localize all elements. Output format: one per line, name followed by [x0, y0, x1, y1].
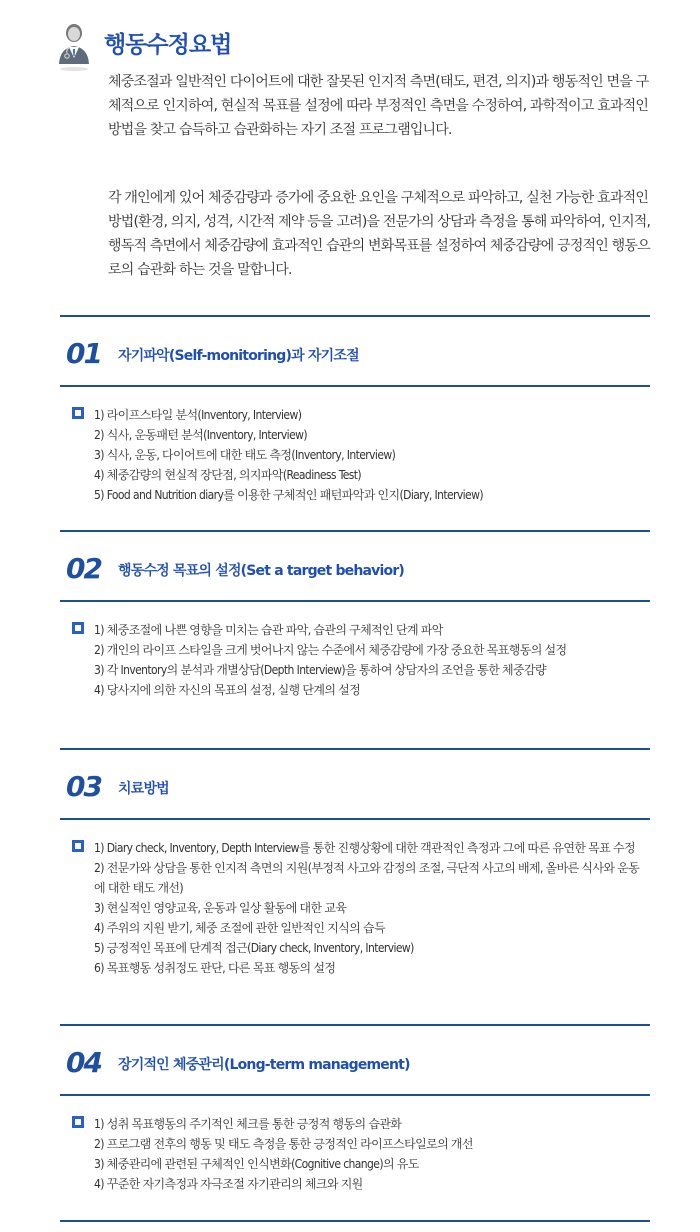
list-item: 1) Diary check, Inventory, Depth Interview를 통한 진행상황에 대한 객관적인 측정과 그에 따른 유연한 목표 수정 [94, 841, 635, 855]
list-item: 3) 체중관리에 관련된 구체적인 인식변화(Cognitive change)의 유도 [94, 1157, 419, 1171]
section-treatment [60, 748, 650, 975]
list-item: 1) 체중조절에 나쁜 영향을 미치는 습관 파악, 습관의 구체적인 단계 파악 [94, 623, 443, 637]
list-item: 2) 프로그램 전후의 행동 및 태도 측정을 통한 긍정적인 라이프스타일로의 개선 [94, 1137, 473, 1151]
section-number: 03 [66, 770, 101, 803]
section-number: 01 [66, 337, 101, 370]
item-list [94, 620, 650, 700]
list-item: 3) 각 Inventory의 분석과 개별상담(Depth Interview)을 통하여 상담자의 조언을 통한 체중감량 [94, 663, 547, 677]
section-title: 자기파악(Self-monitoring)과 자기조절 [118, 348, 359, 364]
intro-paragraph-2: 각 개인에게 있어 체중감량과 증가에 중요한 요인을 구체적으로 파악하고, 실천 가능한 효과적인 방법(환경, 의지, 성격, 시간적 제약 등을 고려)을 전문가의 상담과 측정을 통해 파악하여, 인지적, 행독적 측면에서 체중감량에 효과적인 습관의 변화목표를 설정하여 체중감량에 긍정적인 행동으로의 습관화 하는 것을 말합니다. [108, 190, 651, 278]
intro-paragraph-1: 체중조절과 일반적인 다이어트에 대한 잘못된 인지적 측면(태도, 편견, 의지)과 행동적인 면을 구체적으로 인지하여, 현실적 목표를 설정에 따라 부정적인 측면을 수정하여, 과학적이고 효과적인 방법을 찾고 습득하고 습관화하는 자기 조절 프로그램입니다. [108, 74, 649, 138]
list-item: 5) 긍정적인 목표에 단계적 접근(Diary check, Inventory, Interview) [94, 941, 414, 955]
section-header [60, 748, 650, 820]
list-item: 4) 꾸준한 자기측정과 자극조절 자기관리의 체크와 지원 [94, 1177, 363, 1191]
bullet-square-icon [72, 407, 84, 419]
item-list [94, 405, 650, 505]
section-header [60, 530, 650, 602]
list-item: 2) 개인의 라이프 스타일을 크게 벗어나지 않는 수준에서 체중감량에 가장 중요한 목표행동의 설정 [94, 643, 567, 657]
item-list [94, 1114, 650, 1194]
section-number: 04 [66, 1046, 101, 1079]
doctor-icon [56, 22, 92, 72]
bullet-square-icon [72, 622, 84, 634]
list-item: 3) 현실적인 영양교육, 운동과 일상 활동에 대한 교육 [94, 901, 347, 915]
list-item: 1) 라이프스타일 분석(Inventory, Interview) [94, 408, 302, 422]
section-self-monitoring [60, 315, 650, 502]
list-item: 2) 식사, 운동패턴 분석(Inventory, Interview) [94, 428, 307, 442]
list-item: 2) 전문가와 상담을 통한 인지적 측면의 지원(부정적 사고와 감정의 조절, 극단적 사고의 배제, 올바른 식사와 운동에 대한 태도 개선) [94, 861, 640, 895]
section-title: 장기적인 체중관리(Long-term management) [118, 1057, 410, 1073]
section-target-behavior [60, 530, 650, 697]
section-long-term [60, 1024, 650, 1191]
list-item: 5) Food and Nutrition diary를 이용한 구체적인 패턴파악과 인지(Diary, Interview) [94, 488, 483, 502]
page-title: 행동수정요법 [104, 32, 232, 58]
bullet-square-icon [72, 840, 84, 852]
list-item: 4) 주위의 지원 받기, 체중 조절에 관한 일반적인 지식의 습득 [94, 921, 385, 935]
item-list [94, 838, 650, 978]
list-item: 4) 체중감량의 현실적 장단점, 의지파악(Readiness Test) [94, 468, 362, 482]
bullet-square-icon [72, 1116, 84, 1128]
section-title: 행동수정 목표의 설정(Set a target behavior) [118, 563, 405, 579]
bottom-rule [60, 1220, 650, 1222]
list-item: 3) 식사, 운동, 다이어트에 대한 태도 측정(Inventory, Interview) [94, 448, 396, 462]
list-item: 1) 성취 목표행동의 주기적인 체크를 통한 긍정적 행동의 습관화 [94, 1117, 402, 1131]
section-number: 02 [66, 552, 101, 585]
section-header [60, 315, 650, 387]
section-header [60, 1024, 650, 1096]
list-item: 4) 당사지에 의한 자신의 목표의 설정, 실행 단계의 설정 [94, 683, 361, 697]
list-item: 6) 목표행동 성취정도 판단, 다른 목표 행동의 설정 [94, 961, 336, 975]
section-title: 치료방법 [118, 781, 169, 797]
